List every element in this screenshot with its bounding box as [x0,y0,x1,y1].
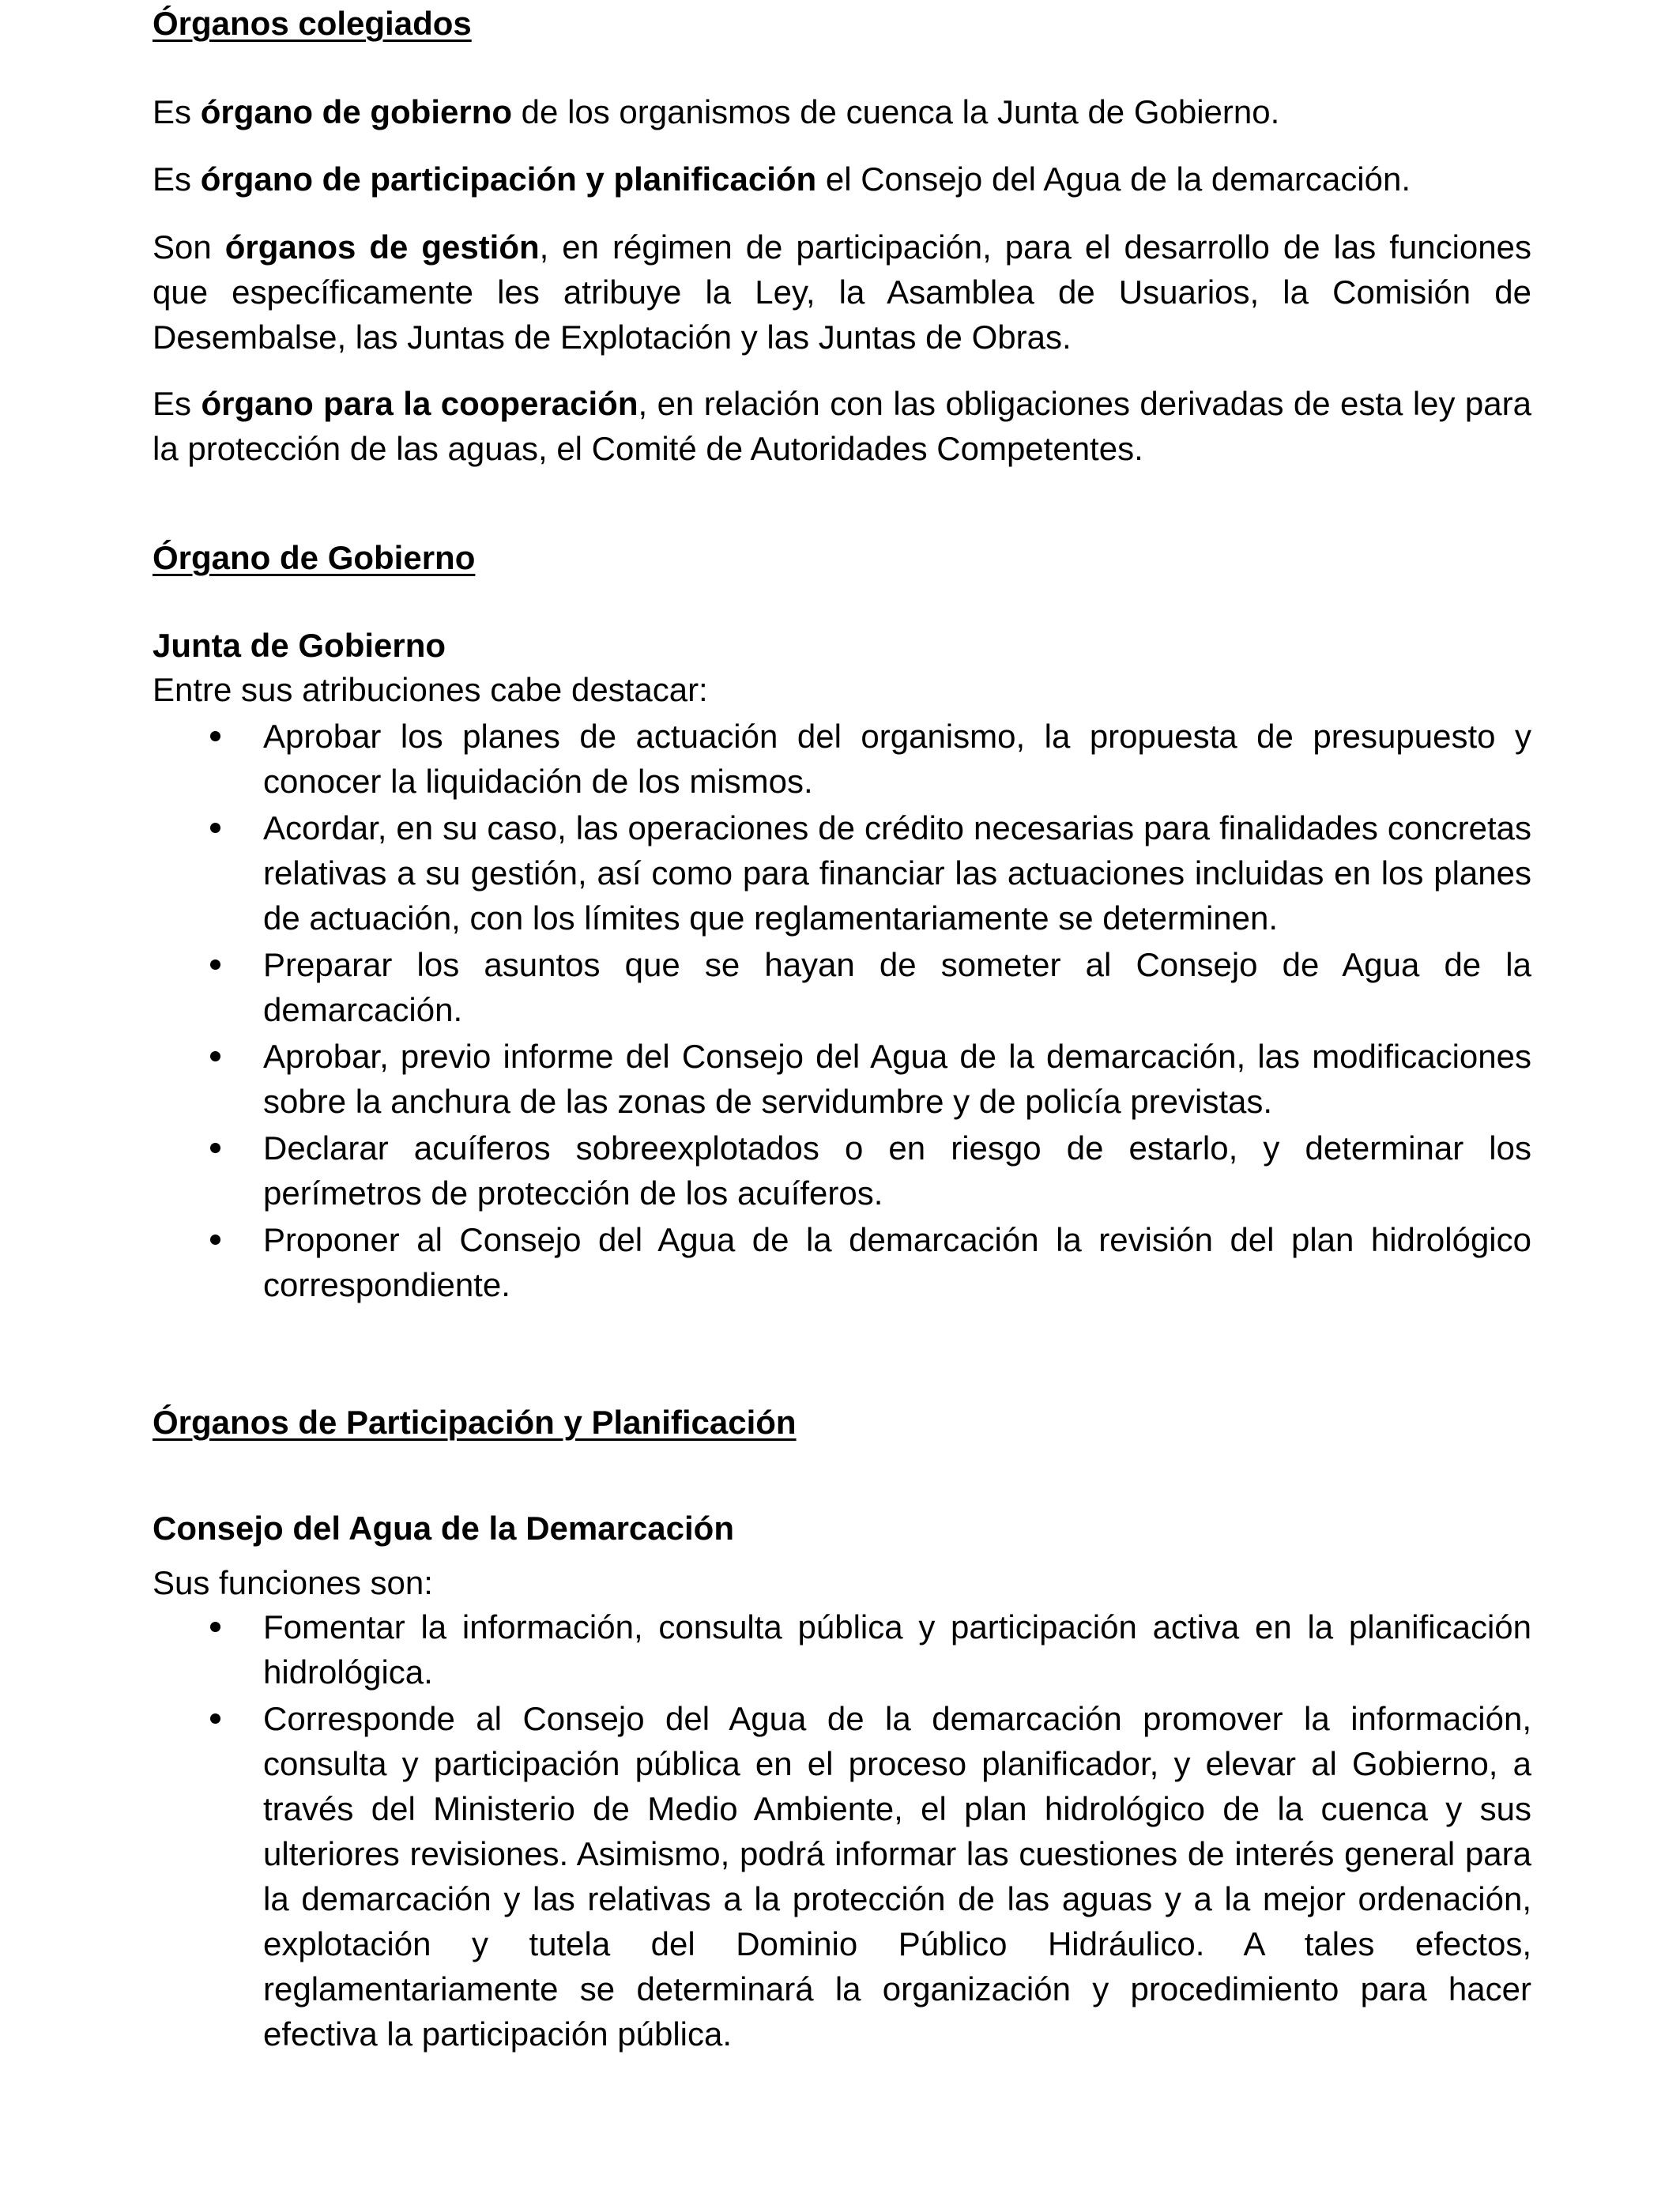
section-heading-organos-colegiados: Órganos colegiados [153,5,472,42]
list-item [153,1604,1531,1695]
bullet-icon [210,959,220,970]
list-item [153,1217,1531,1307]
bullet-icon [210,731,220,741]
list-item-text: Fomentar la información, consulta pública y participación activa en la planificación hidrológica. [263,1608,1531,1691]
list-item-text: Aprobar, previo informe del Consejo del Agua de la demarcación, las modificaciones sobre la anchura de las zonas de servidumbre y de policía previstas. [263,1038,1531,1120]
list-item [153,1696,1531,2056]
text: Es [153,385,202,422]
subheading-junta-de-gobierno: Junta de Gobierno [153,627,446,664]
list-item-text: Acordar, en su caso, las operaciones de crédito necesarias para finalidades concretas relativas a su gestión, así como para financiar las actuaciones incluidas en los planes de actuación, con los límites que reglamentariamente se determinen. [263,809,1531,937]
bullet-icon [210,1143,220,1153]
intro-funciones: Sus funciones son: [153,1564,433,1601]
subheading-consejo-del-agua: Consejo del Agua de la Demarcación [153,1510,734,1547]
text: de los organismos de cuenca la Junta de Gobierno. [512,93,1280,130]
list-item-text: Declarar acuíferos sobreexplotados o en riesgo de estarlo, y determinar los perímetros de protección de los acuíferos. [263,1129,1531,1212]
bold-term: órganos de gestión [224,228,540,266]
list-item [153,942,1531,1032]
bullet-icon [210,1051,220,1061]
text: Son [153,228,225,266]
list-item-text: Preparar los asuntos que se hayan de someter al Consejo de Agua de la demarcación. [263,946,1531,1028]
list-item-text: Aprobar los planes de actuación del organismo, la propuesta de presupuesto y conocer la liquidación de los mismos. [263,718,1531,800]
text: Es [153,160,201,198]
list-item [153,1034,1531,1124]
bullet-icon [210,1622,220,1632]
section-heading-organos-participacion: Órganos de Participación y Planificación [153,1404,797,1441]
list-item [153,714,1531,804]
paragraph-organo-cooperacion [153,381,1531,471]
list-item-text: Proponer al Consejo del Agua de la demarcación la revisión del plan hidrológico correspondiente. [263,1221,1531,1303]
bullet-icon [210,1235,220,1245]
list-item-text: Corresponde al Consejo del Agua de la demarcación promover la información, consulta y participación pública en el proceso planificador, y elevar al Gobierno, a través del Ministerio de Medio Ambiente, el plan hidrológico de la cuenca y sus ulteriores revisiones. Asimismo, podrá informar las cuestiones de interés general para la demarcación y las relativas a la protección de las aguas y a la mejor ordenación, explotación y tutela del Dominio Público Hidráulico. A tales efectos, reglamentariamente se determinará la organización y procedimiento para hacer efectiva la participación pública. [263,1700,1531,2053]
bold-term: órgano para la cooperación [201,385,638,422]
list-funciones [153,1604,1531,2056]
paragraph-organo-de-participacion [153,156,1531,202]
section-heading-organo-de-gobierno: Órgano de Gobierno [153,539,476,576]
list-item [153,805,1531,941]
bullet-icon [210,823,220,833]
bullet-icon [210,1713,220,1724]
paragraph-organo-de-gobierno [153,89,1531,134]
paragraph-organos-de-gestion [153,224,1531,360]
bold-term: órgano de participación y planificación [200,160,817,198]
text: , en régimen de participación, para el desarrollo de las funciones que específicamente les atribuye la Ley, la Asamblea de Usuarios, la Comisión de Desembalse, las Juntas de Explotación y las Juntas de Obras. [153,228,1532,356]
list-atribuciones [153,714,1531,1307]
list-item [153,1125,1531,1216]
text: Es [153,93,201,130]
text: , en relación con las obligaciones derivadas de esta ley para la protección de las aguas, el Comité de Autoridades Competentes. [153,385,1531,467]
intro-atribuciones: Entre sus atribuciones cabe destacar: [153,671,708,708]
bold-term: órgano de gobierno [200,93,513,130]
text: el Consejo del Agua de la demarcación. [816,160,1411,198]
